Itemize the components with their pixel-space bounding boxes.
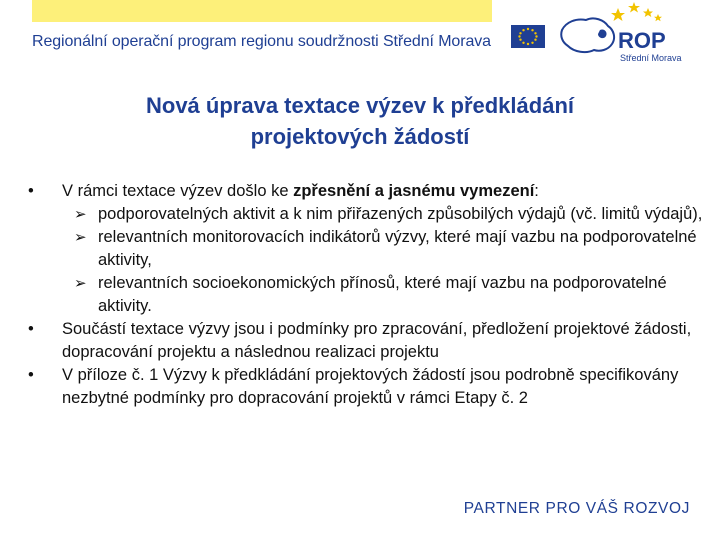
header-title: Regionální operační program regionu soudržnosti Střední Morava bbox=[32, 33, 491, 50]
bullet-text: V rámci textace výzev došlo ke bbox=[62, 182, 294, 200]
rop-logo-text: ROP bbox=[618, 28, 666, 53]
list-item bbox=[28, 364, 708, 410]
content-list bbox=[28, 180, 708, 410]
list-item bbox=[28, 318, 708, 364]
list-item bbox=[28, 180, 708, 203]
list-subitem bbox=[28, 272, 708, 318]
footer-slogan: PARTNER PRO VÁŠ ROZVOJ bbox=[463, 500, 690, 517]
slide-title-line1: Nová úprava textace výzev k předkládání bbox=[146, 93, 574, 118]
rop-logo bbox=[560, 0, 700, 70]
bullet-text-suffix: : bbox=[534, 182, 539, 200]
eu-flag-icon bbox=[511, 25, 545, 48]
header-yellow-bar bbox=[32, 0, 492, 22]
arrow-bullet-icon: ➢ bbox=[74, 275, 87, 292]
bullet-text: Součástí textace výzvy jsou i podmínky pro zpracování, předložení projektové žádosti, dopracování projektu a následnou realizaci projektu bbox=[62, 320, 692, 361]
slide-title-line2: projektových žádostí bbox=[250, 124, 470, 149]
list-subitem bbox=[28, 203, 708, 226]
list-subitem bbox=[28, 226, 708, 272]
subitem-text: podporovatelných aktivit a k nim přiřazených způsobilých výdajů (vč. limitů výdajů), bbox=[98, 205, 703, 223]
bullet-icon: • bbox=[28, 320, 34, 338]
bullet-icon: • bbox=[28, 366, 34, 384]
slide-title bbox=[60, 90, 660, 152]
subitem-text: relevantních monitorovacích indikátorů výzvy, které mají vazbu na podporovatelné aktivity, bbox=[98, 228, 697, 269]
bullet-text-bold: zpřesnění a jasnému vymezení bbox=[293, 182, 535, 200]
bullet-text: V příloze č. 1 Výzvy k předkládání projektových žádostí jsou podrobně specifikovány nezbytné podmínky pro dopracování projektů v rámci Etapy č. 2 bbox=[62, 366, 679, 407]
rop-logo-subtext: Střední Morava bbox=[620, 53, 682, 63]
arrow-bullet-icon: ➢ bbox=[74, 206, 87, 223]
subitem-text: relevantních socioekonomických přínosů, které mají vazbu na podporovatelné aktivity. bbox=[98, 274, 667, 315]
bullet-icon: • bbox=[28, 182, 34, 200]
arrow-bullet-icon: ➢ bbox=[74, 229, 87, 246]
